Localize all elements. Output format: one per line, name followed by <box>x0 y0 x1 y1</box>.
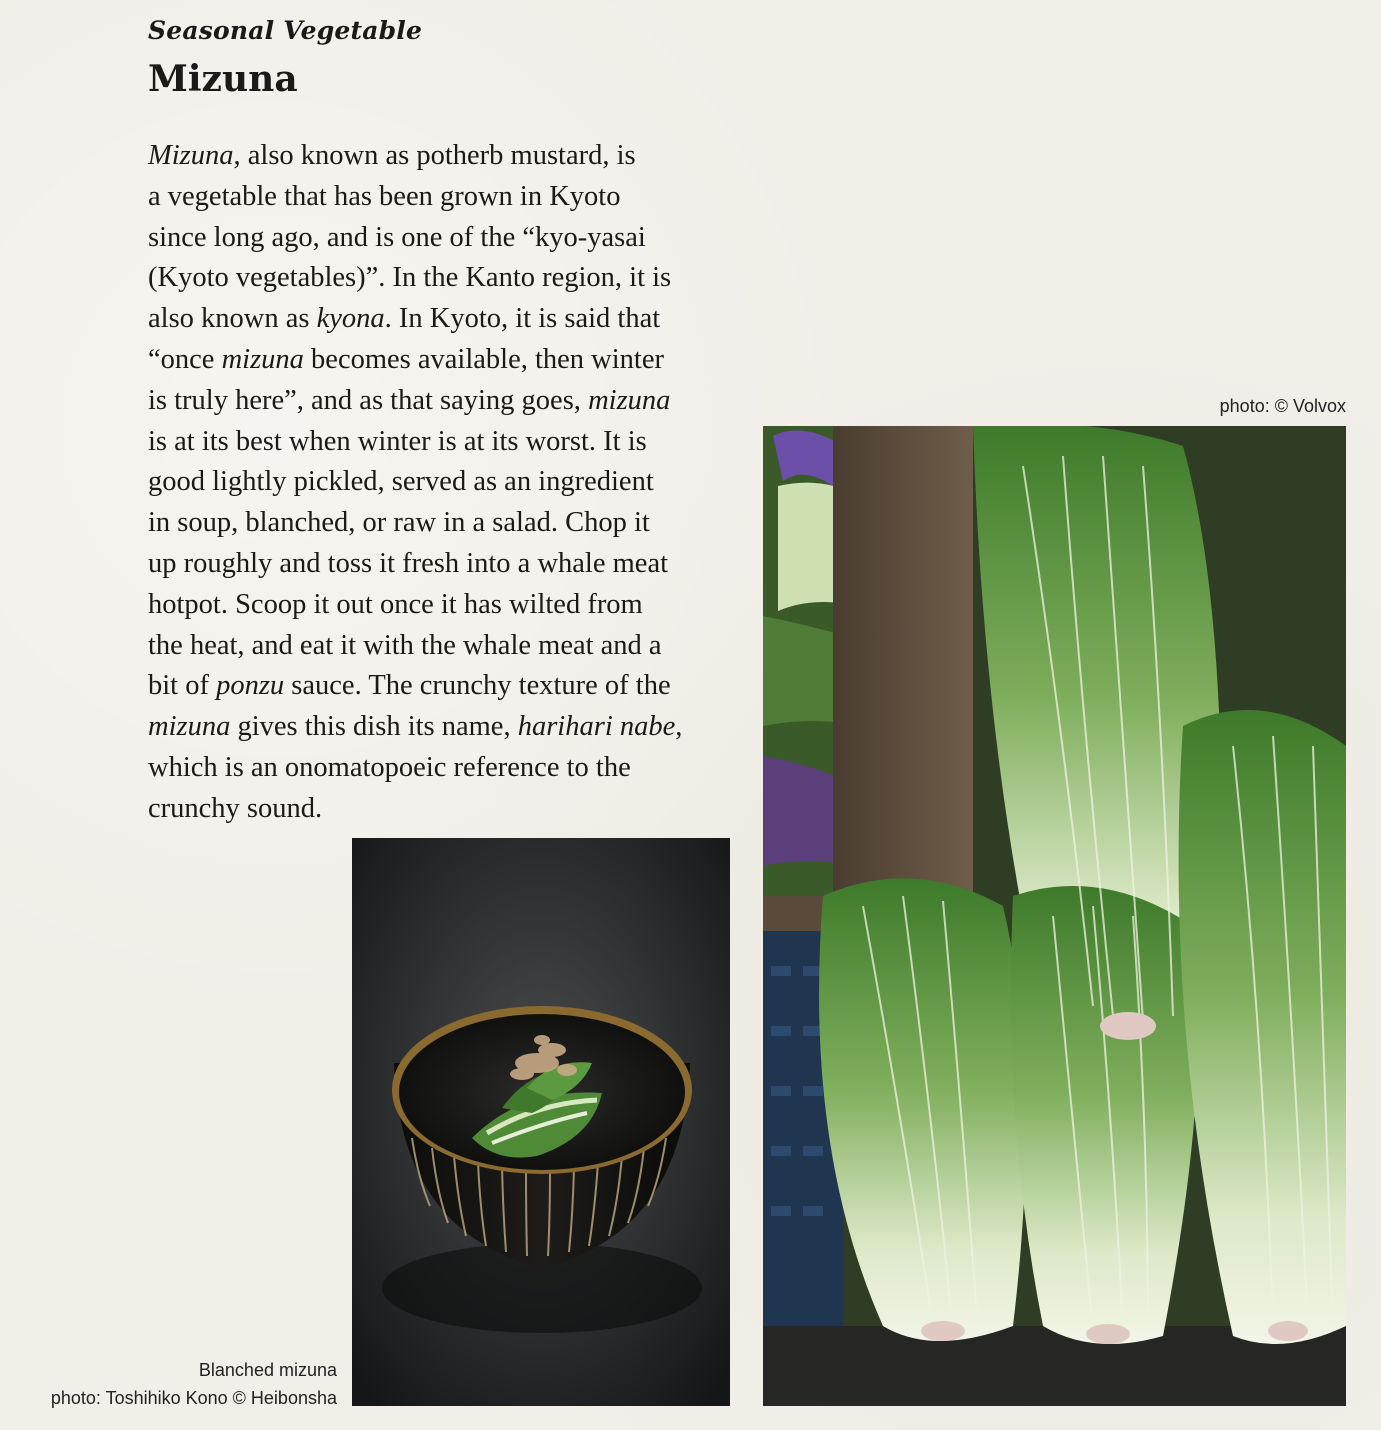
body-run: crunchy sound. <box>148 792 323 824</box>
market-photo-credit: photo: © Volvox <box>1219 396 1346 416</box>
body-italic-run: Mizuna <box>148 140 234 171</box>
body-run: is at its best when winter is at its worst. It is <box>148 425 647 457</box>
body-italic-run: mizuna <box>588 384 671 416</box>
body-line <box>148 462 738 503</box>
body-line <box>148 381 738 422</box>
dish-caption: Blanched mizuna <box>198 1360 337 1380</box>
blanched-mizuna-photo <box>352 838 730 1406</box>
body-run: a vegetable that has been grown in Kyoto <box>148 180 621 212</box>
body-run: bit of <box>148 670 217 702</box>
body-line <box>148 626 738 667</box>
body-line <box>148 666 738 707</box>
body-line <box>148 422 738 463</box>
body-run: which is an onomatopoeic reference to the <box>148 751 631 783</box>
body-line <box>148 136 738 177</box>
body-run: . In Kyoto, it is said that <box>384 303 661 335</box>
body-line <box>148 544 738 585</box>
article-title: Mizuna <box>148 58 298 100</box>
mizuna-market-photo-icon <box>763 426 1346 1406</box>
body-run: (Kyoto vegetables)”. In the Kanto region, it is <box>148 262 672 294</box>
body-italic-run: mizuna <box>148 711 231 743</box>
body-run: the heat, and eat it with the whale meat and a <box>148 629 662 661</box>
body-run: also known as <box>148 303 317 335</box>
body-run: since long ago, and is one of the “kyo-yasai <box>148 221 646 253</box>
body-line <box>148 748 738 789</box>
body-run: gives this dish its name, <box>230 711 518 743</box>
blanched-mizuna-bowl-photo-icon <box>352 838 730 1406</box>
body-line <box>148 218 738 259</box>
body-italic-run: harihari nabe <box>517 711 676 743</box>
body-line <box>148 503 738 544</box>
body-run: in soup, blanched, or raw in a salad. Chop it <box>148 507 650 539</box>
body-run: becomes available, then winter <box>303 343 664 375</box>
body-italic-run: mizuna <box>221 343 304 375</box>
dish-photo-credit: photo: Toshihiko Kono © Heibonsha <box>50 1388 337 1408</box>
body-line <box>148 258 738 299</box>
body-italic-run: ponzu <box>216 670 285 702</box>
body-italic-run: kyona <box>316 303 385 335</box>
mizuna-market-photo <box>763 426 1346 1406</box>
body-line <box>148 299 738 340</box>
body-line <box>148 585 738 626</box>
body-run: good lightly pickled, served as an ingredient <box>148 466 654 498</box>
body-line <box>148 707 738 748</box>
body-line <box>148 789 738 830</box>
body-run: up roughly and toss it fresh into a whale meat <box>148 547 669 579</box>
body-run: “once <box>148 343 222 375</box>
body-line <box>148 177 738 218</box>
body-run: hotpot. Scoop it out once it has wilted from <box>148 588 643 620</box>
article-body <box>148 136 738 830</box>
body-run: sauce. The crunchy texture of the <box>284 670 671 702</box>
body-run: is truly here”, and as that saying goes, <box>148 384 589 416</box>
body-run: , also known as potherb mustard, is <box>233 140 636 171</box>
body-run: , <box>675 711 683 743</box>
body-line <box>148 340 738 381</box>
section-kicker: Seasonal Vegetable <box>148 16 423 45</box>
